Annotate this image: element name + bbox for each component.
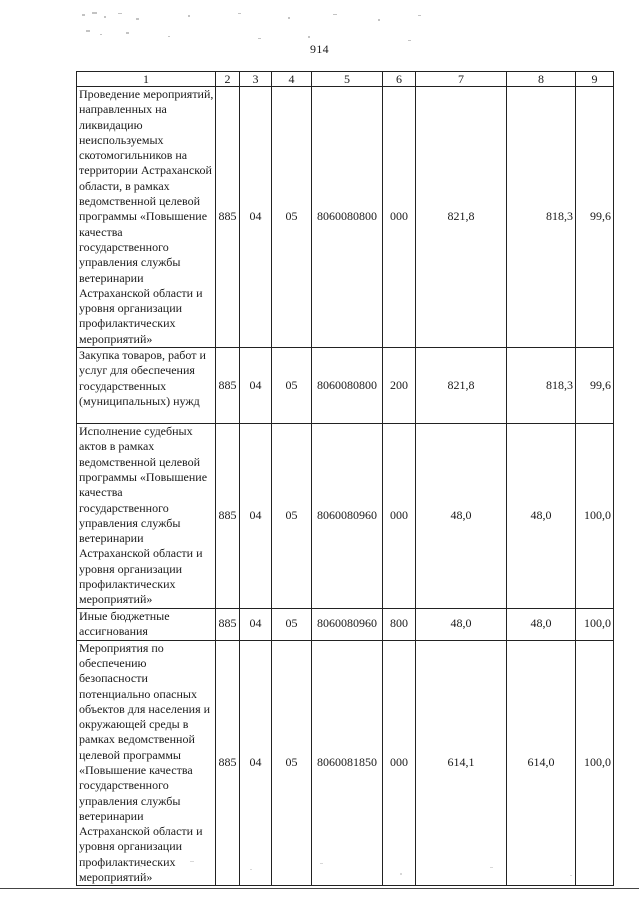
- row-name: Проведение мероприятий, направленных на ликвидацию неиспользуемых скотомогильников на территории Астраханской области, в рамках ведомственной целевой программы «Повышение качества государственного управления службы ветеринарии Астраханской области и уровня организации профилактических мероприятий»: [77, 87, 216, 348]
- budget-table: [76, 71, 614, 886]
- cell-code-5: 8060080800: [312, 87, 383, 348]
- cell-code-2: 885: [216, 87, 240, 348]
- cell-code-5: 8060080960: [312, 608, 383, 640]
- cell-code-5: 8060080800: [312, 348, 383, 424]
- cell-code-5: 8060081850: [312, 640, 383, 886]
- cell-value-7: 614,1: [416, 640, 507, 886]
- cell-code-2: 885: [216, 640, 240, 886]
- cell-code-3: 04: [240, 348, 272, 424]
- cell-value-7: 48,0: [416, 608, 507, 640]
- cell-value-8: 614,0: [507, 640, 576, 886]
- cell-value-7: 821,8: [416, 348, 507, 424]
- table-row: [77, 608, 614, 640]
- row-name: Исполнение судебных актов в рамках ведомственной целевой программы «Повышение качества государственного управления службы ветеринарии Астраханской области и уровня организации профилактических мероприятий»: [77, 424, 216, 609]
- cell-value-8: 48,0: [507, 608, 576, 640]
- header-cell: 6: [383, 72, 416, 87]
- header-cell: 1: [77, 72, 216, 87]
- cell-code-4: 05: [272, 424, 312, 609]
- table-row: [77, 87, 614, 348]
- cell-code-4: 05: [272, 608, 312, 640]
- cell-code-3: 04: [240, 608, 272, 640]
- cell-code-2: 885: [216, 424, 240, 609]
- cell-code-6: 000: [383, 87, 416, 348]
- cell-code-2: 885: [216, 608, 240, 640]
- cell-value-9: 100,0: [576, 608, 614, 640]
- cell-value-8: 48,0: [507, 424, 576, 609]
- cell-value-9: 99,6: [576, 348, 614, 424]
- cell-value-8: 818,3: [507, 87, 576, 348]
- cell-value-7: 821,8: [416, 87, 507, 348]
- cell-code-5: 8060080960: [312, 424, 383, 609]
- table-row: [77, 348, 614, 424]
- table-row: [77, 424, 614, 609]
- row-name: Иные бюджетные ассигнования: [77, 608, 216, 640]
- cell-code-4: 05: [272, 640, 312, 886]
- header-cell: 3: [240, 72, 272, 87]
- cell-code-4: 05: [272, 87, 312, 348]
- cell-value-9: 100,0: [576, 424, 614, 609]
- scan-artifacts-bottom: [70, 855, 630, 885]
- cell-code-6: 200: [383, 348, 416, 424]
- header-cell: 5: [312, 72, 383, 87]
- header-cell: 4: [272, 72, 312, 87]
- page-number: 914: [310, 42, 329, 56]
- header-cell: 7: [416, 72, 507, 87]
- header-cell: 8: [507, 72, 576, 87]
- row-name: Мероприятия по обеспечению безопасности потенциально опасных объектов для населения и окружающей среды в рамках ведомственной целевой программы «Повышение качества государственного управления службы ветеринарии Астраханской области и уровня организации профилактических мероприятий»: [77, 640, 216, 886]
- cell-code-6: 000: [383, 424, 416, 609]
- row-name: Закупка товаров, работ и услуг для обеспечения государственных (муниципальных) нужд: [77, 348, 216, 424]
- bottom-divider: [0, 888, 639, 889]
- cell-code-6: 800: [383, 608, 416, 640]
- header-cell: 9: [576, 72, 614, 87]
- table-row: [77, 640, 614, 886]
- header-cell: 2: [216, 72, 240, 87]
- scan-artifacts: [78, 10, 488, 44]
- cell-code-4: 05: [272, 348, 312, 424]
- table-header-row: [77, 72, 614, 87]
- cell-value-8: 818,3: [507, 348, 576, 424]
- cell-code-6: 000: [383, 640, 416, 886]
- cell-code-3: 04: [240, 424, 272, 609]
- cell-value-9: 99,6: [576, 87, 614, 348]
- cell-code-3: 04: [240, 640, 272, 886]
- cell-value-9: 100,0: [576, 640, 614, 886]
- cell-value-7: 48,0: [416, 424, 507, 609]
- cell-code-3: 04: [240, 87, 272, 348]
- cell-code-2: 885: [216, 348, 240, 424]
